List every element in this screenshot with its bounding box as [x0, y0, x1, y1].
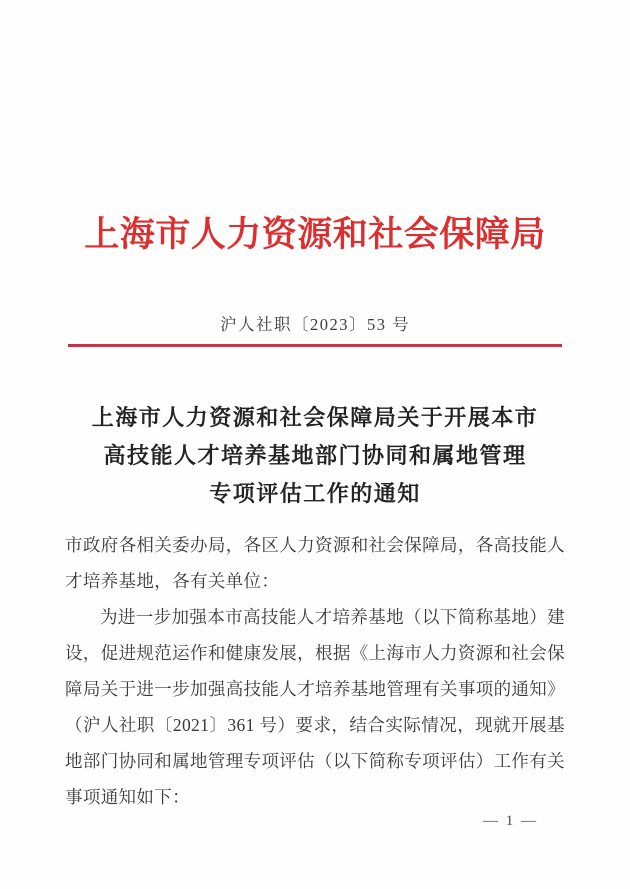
salutation-paragraph: 市政府各相关委办局，各区人力资源和社会保障局，各高技能人才培养基地，各有关单位：: [65, 535, 565, 591]
title-line-1: 上海市人力资源和社会保障局关于开展本市: [91, 405, 539, 430]
agency-header: 上海市人力资源和社会保障局: [84, 215, 546, 254]
red-divider-rule: [68, 344, 562, 347]
document-body: [65, 527, 565, 815]
title-line-3: 专项评估工作的通知: [209, 481, 421, 506]
page-number: — 1 —: [483, 813, 538, 829]
title-line-2: 高技能人才培养基地部门协同和属地管理: [103, 443, 527, 468]
document-title: [0, 399, 630, 513]
body-paragraph: 为进一步加强本市高技能人才培养基地（以下简称基地）建设，促进规范运作和健康发展，根据《上海市人力资源和社会保障局关于进一步加强高技能人才培养基地管理有关事项的通知》（沪人社职〔2021〕361 号）要求，结合实际情况，现就开展基地部门协同和属地管理专项评估（以下简称专项评估）工作有关事项通知如下：: [65, 607, 565, 807]
doc-number: 沪人社职〔2023〕53 号: [219, 315, 411, 334]
